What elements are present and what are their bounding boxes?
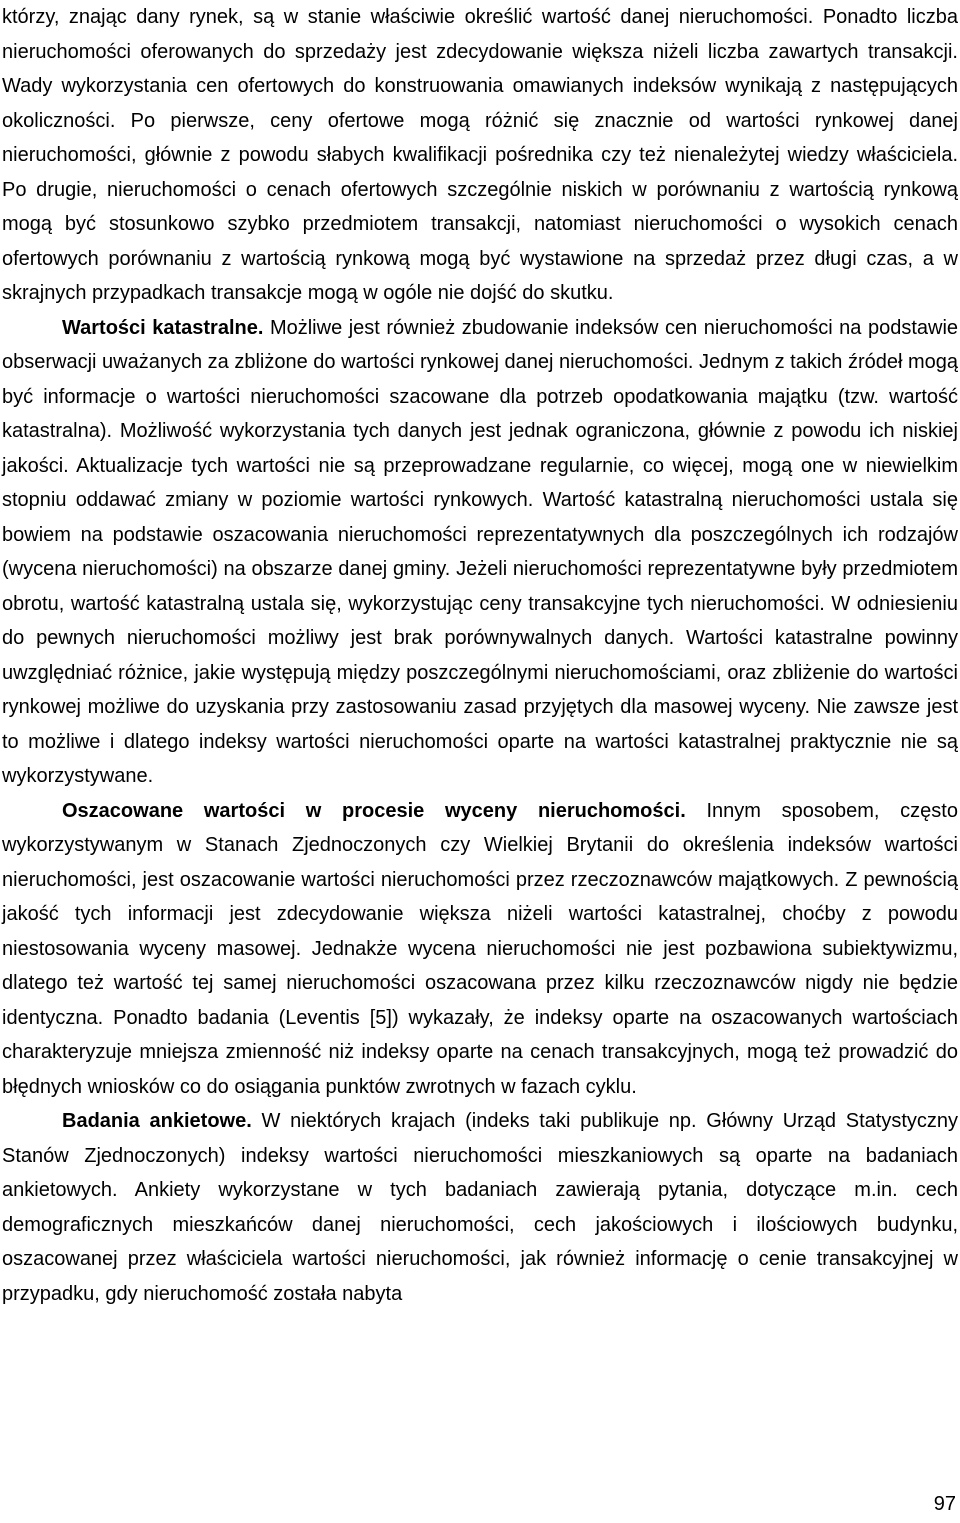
paragraph-text: W niektórych krajach (indeks taki publikuje np. Główny Urząd Statystyczny Stanów Zjednoczonych) indeksy wartości nieruchomości mieszkaniowych są oparte na badaniach ankietowych. Ankiety wykorzystane w tych badaniach zawierają pytania, dotyczące m.in. cech demograficznych mieszkańców danej nieruchomości, cech jakościowych i ilościowych budynku, oszacowanej przez właściciela wartości nieruchomości, jak również informację o cenie transakcyjnej w przypadku, gdy nieruchomość została nabyta bbox=[2, 1110, 959, 1305]
document-page bbox=[2, 0, 958, 1311]
paragraph-text: Innym sposobem, często wykorzystywanym w Stanach Zjednoczonych czy Wielkiej Brytanii do określenia indeksów wartości nieruchomości, jest oszacowanie wartości nieruchomości przez rzeczoznawców majątkowych. Z pewnością jakość tych informacji jest zdecydowanie większa niżeli wartości katastralnej, choćby z powodu niestosowania wyceny masowej. Jednakże wycena nieruchomości nie jest pozbawiona subiektywizmu, dlatego też wartość tej samej nieruchomości oszacowana przez kilku rzeczoznawców nigdy nie będzie identyczna. Ponadto badania (Leventis [5]) wykazały, że indeksy oparte na oszacowanych wartościach charakteryzuje mniejsza zmienność niż indeksy oparte na cenach transakcyjnych, mogą też prowadzić do błędnych wniosków co do osiągania punktów zwrotnych w fazach cyklu. bbox=[2, 799, 958, 1098]
paragraph-offer-prices bbox=[2, 0, 958, 311]
paragraph-heading: Wartości katastralne. bbox=[62, 316, 264, 339]
paragraph-heading: Badania ankietowe. bbox=[62, 1110, 252, 1132]
paragraph-cadastral-values bbox=[2, 311, 958, 794]
paragraph-text: którzy, znając dany rynek, są w stanie właściwie określić wartość danej nieruchomości. Ponadto liczba nieruchomości oferowanych do sprzedaży jest zdecydowanie większa niżeli liczba zawartych transakcji. Wady wykorzystania cen ofertowych do konstruowania omawianych indeksów wynikają z następujących okoliczności. Po pierwsze, ceny ofertowe mogą różnić się znacznie od wartości rynkowej danej nieruchomości, głównie z powodu słabych kwalifikacji pośrednika czy też nienależytej wiedzy właściciela. Po drugie, nieruchomości o cenach ofertowych szczególnie niskich w porównaniu z wartością rynkową mogą być stosunkowo szybko przedmiotem transakcji, natomiast nieruchomości o wysokich cenach ofertowych porównaniu z wartością rynkową mogą być wystawione na sprzedaż przez długi czas, a w skrajnych przypadkach transakcje mogą w ogóle nie dojść do skutku. bbox=[2, 6, 958, 304]
paragraph-surveys bbox=[2, 1104, 958, 1311]
paragraph-text: Możliwe jest również zbudowanie indeksów cen nieruchomości na podstawie obserwacji uważanych za zbliżone do wartości rynkowej danej nieruchomości. Jednym z takich źródeł mogą być informacje o wartości nieruchomości szacowane dla potrzeb opodatkowania majątku (tzw. wartość katastralna). Możliwość wykorzystania tych danych jest jednak ograniczona, głównie z powodu ich niskiej jakości. Aktualizacje tych wartości nie są przeprowadzane regularnie, co więcej, mogą one w niewielkim stopniu oddawać zmiany w poziomie wartości rynkowych. Wartość katastralną nieruchomości ustala się bowiem na podstawie oszacowania nieruchomości reprezentatywnych dla poszczególnych ich rodzajów (wycena nieruchomości) na obszarze danej gminy. Jeżeli nieruchomości reprezentatywne były przedmiotem obrotu, wartość katastralną ustala się, wykorzystując ceny transakcyjne tych nieruchomości. W odniesieniu do pewnych nieruchomości możliwy jest brak porównywalnych danych. Wartości katastralne powinny uwzględniać różnice, jakie występują między poszczególnymi nieruchomościami, oraz zbliżenie do wartości rynkowej możliwe do uzyskania przy zastosowaniu zasad przyjętych dla masowej wyceny. Nie zawsze jest to możliwe i dlatego indeksy wartości nieruchomości oparte na wartości katastralnej praktycznie nie są wykorzystywane. bbox=[2, 316, 959, 787]
paragraph-appraised-values bbox=[2, 794, 958, 1105]
paragraph-heading: Oszacowane wartości w procesie wyceny nieruchomości. bbox=[62, 799, 686, 822]
page-number: 97 bbox=[933, 1493, 956, 1515]
